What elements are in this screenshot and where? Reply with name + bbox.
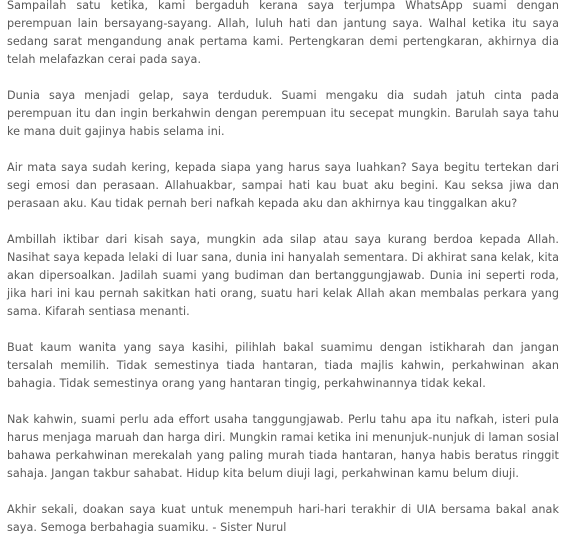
paragraph-2: Dunia saya menjadi gelap, saya terduduk. Suami mengaku dia sudah jatuh cinta pada perempuan itu dan ingin berkahwin dengan perempuan itu secepat mungkin. Barulah saya tahu ke mana duit gajinya habis selama ini. [7, 89, 559, 138]
paragraph-4: Ambillah iktibar dari kisah saya, mungkin ada silap atau saya kurang berdoa kepada Allah. Nasihat saya kepada lelaki di luar sana, dunia ini hanyalah sementara. Di akhirat sana kelak, kita akan dipersoalkan. Jadilah suami yang budiman dan bertanggungjawab. Dunia ini seperti roda, jika hari ini kau pernah sakitkan hati orang, suatu hari kelak Allah akan membalas perkara yang sama. Kifarah sentiasa menanti. [7, 233, 559, 318]
paragraph-7: Akhir sekali, doakan saya kuat untuk menempuh hari-hari terakhir di UIA bersama bakal anak saya. Semoga berbahagia suamiku. - Sister Nurul [7, 503, 559, 534]
paragraph-1: Sampailah satu ketika, kami bergaduh kerana saya terjumpa WhatsApp suami dengan perempuan lain bersayang-sayang. Allah, luluh hati dan jantung saya. Walhal ketika itu saya sedang sarat mengandung anak pertama kami. Pertengkaran demi pertengkaran, akhirnya dia telah melafazkan cerai pada saya. [7, 0, 559, 66]
paragraph-5: Buat kaum wanita yang saya kasihi, pilihlah bakal suamimu dengan istikharah dan jangan tersalah memilih. Tidak semestinya tiada hantaran, tiada majlis kahwin, perkahwinan akan bahagia. Tidak semestinya orang yang hantaran tingig, perkahwinannya tidak kekal. [7, 341, 559, 390]
paragraph-6: Nak kahwin, suami perlu ada effort usaha tanggungjawab. Perlu tahu apa itu nafkah, isteri pula harus menjaga maruah dan harga diri. Mungkin ramai ketika ini menunjuk-nunjuk di laman sosial bahawa perkahwinan merekalah yang paling murah tiada hantaran, hanya habis beratus ringgit sahaja. Jangan takbur sahabat. Hidup kita belum diuji lagi, perkahwinan kamu belum diuji. [7, 413, 559, 480]
paragraph-3: Air mata saya sudah kering, kepada siapa yang harus saya luahkan? Saya begitu tertekan dari segi emosi dan perasaan. Allahuakbar, sampai hati kau buat aku begini. Kau seksa jiwa dan perasaan aku. Kau tidak pernah beri nafkah kepada aku dan akhirnya kau tinggalkan aku? [7, 161, 559, 210]
